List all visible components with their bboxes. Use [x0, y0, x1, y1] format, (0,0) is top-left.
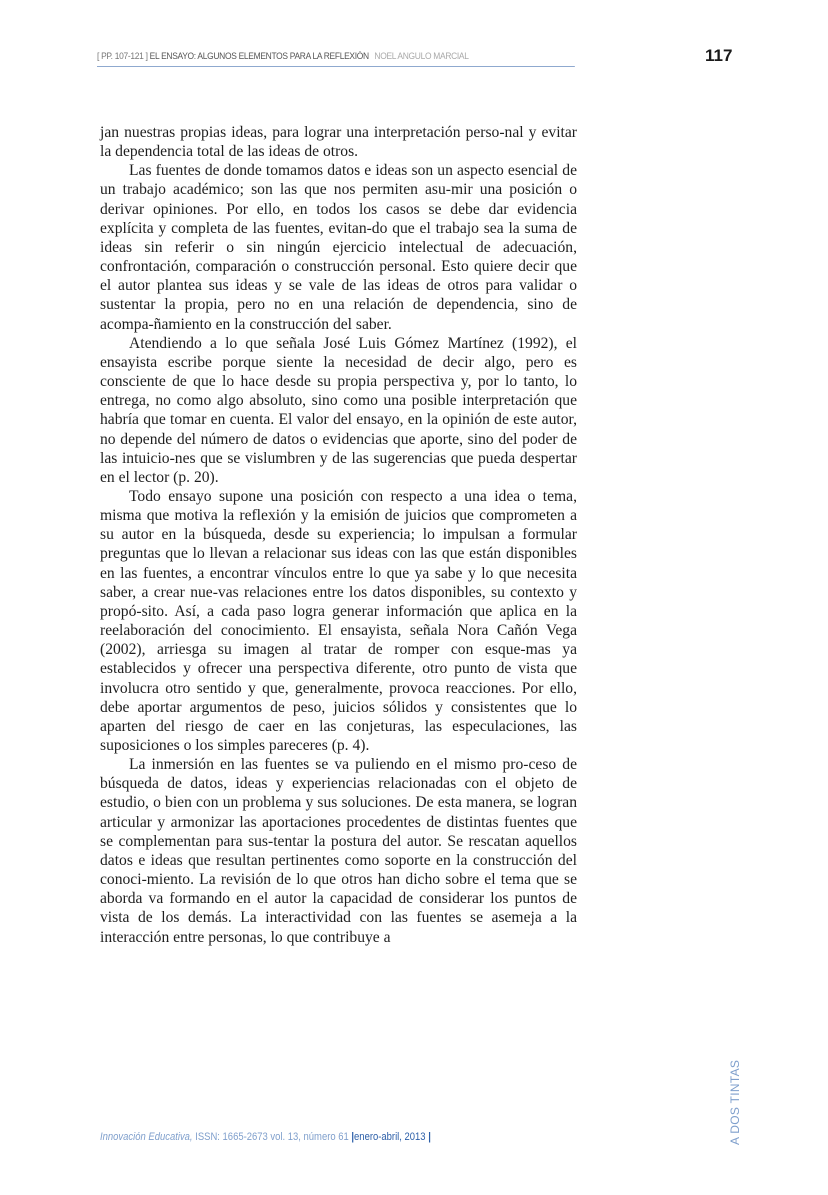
paragraph: Las fuentes de donde tomamos datos e ideas son un aspecto esencial de un trabajo académico; son las que nos permiten asu-mir una posición o derivar opiniones. Por ello, en todos los casos se debe dar evidencia explícita y completa de las fuentes, evitan-do que el trabajo sea la suma de ideas sin referir o sin ningún ejercicio intelectual de adecuación, confrontación, comparación o construcción personal. Esto quiere decir que el autor plantea sus ideas y se vale de las ideas de otros para validar o sustentar la propia, pero no en una relación de dependencia, sino de acompa-ñamiento en la construcción del saber. [100, 162, 577, 333]
page-range: [ PP. 107-121 ] [97, 51, 148, 62]
page-number: 117 [705, 46, 733, 65]
paragraph: La inmersión en las fuentes se va puliendo en el mismo pro-ceso de búsqueda de datos, ideas y experiencias relacionadas con el objeto de estudio, o bien con un problema y sus soluciones. De esta manera, se logran articular y armonizar las aportaciones procedentes de distintas fuentes que se complementan para sus-tentar la postura del autor. Se rescatan aquellos datos e ideas que resultan pertinentes como soporte en la construcción del conoci-miento. La revisión de lo que otros han dicho sobre el tema que se aborda va formando en el autor la capacidad de considerar los puntos de vista de los demás. La interactividad con las fuentes se asemeja a la interacción entre personas, lo que contribuye a [100, 756, 577, 946]
journal-name: Innovación Educativa, [100, 1131, 193, 1143]
paragraph: Todo ensayo supone una posición con respecto a una idea o tema, misma que motiva la reflexión y la emisión de juicios que comprometen a su autor en la búsqueda, desde su experiencia; lo impulsan a formular preguntas que lo llevan a relacionar sus ideas con las que están disponibles en las fuentes, a encontrar vínculos entre lo que ya sabe y lo que necesita saber, a crear nue-vas relaciones entre los datos disponibles, su contexto y propó-sito. Así, a cada paso logra generar información que aplica en la reelaboración del conocimiento. El ensayista, señala Nora Cañón Vega (2002), arriesga su imagen al tratar de romper con esque-mas ya establecidos y ofrecer una perspectiva diferente, otro punto de vista que involucra otro sentido y que, generalmente, provoca reacciones. Por ello, debe aportar argumentos de peso, juicios sólidos y consistentes que lo aparten del riesgo de caer en las conjeturas, las especulaciones, las suposiciones o los simples pareceres (p. 4). [100, 487, 577, 754]
article-body [100, 123, 577, 947]
article-author: NOEL ANGULO MARCIAL [374, 51, 469, 62]
paragraph: jan nuestras propias ideas, para lograr una interpretación perso-nal y evitar la dependencia total de las ideas de otros. [100, 124, 577, 161]
issue-date: enero-abril, 2013 [354, 1131, 426, 1143]
divider: | [351, 1131, 355, 1143]
page-footer [100, 1131, 431, 1143]
paragraph: Atendiendo a lo que señala José Luis Gómez Martínez (1992), el ensayista escribe porque siente la necesidad de decir algo, pero es consciente de que lo hace desde su propia perspectiva y, por lo tanto, lo entrega, no como algo absoluto, sino como una posible interpretación que habría que tomar en cuenta. El valor del ensayo, en la opinión de este autor, no depende del número de datos o evidencias que aporte, sino del poder de las intuicio-nes que se vislumbren y de las sugerencias que pueda despertar en el lector (p. 20). [100, 334, 577, 486]
section-side-label: A DOS TINTAS [728, 1059, 742, 1145]
journal-issn: ISSN: 1665-2673 vol. 13, número 61 [195, 1131, 349, 1143]
running-header [97, 51, 575, 67]
divider: | [428, 1131, 431, 1143]
article-title: EL ENSAYO: ALGUNOS ELEMENTOS PARA LA REFLEXIÓN [149, 51, 369, 62]
